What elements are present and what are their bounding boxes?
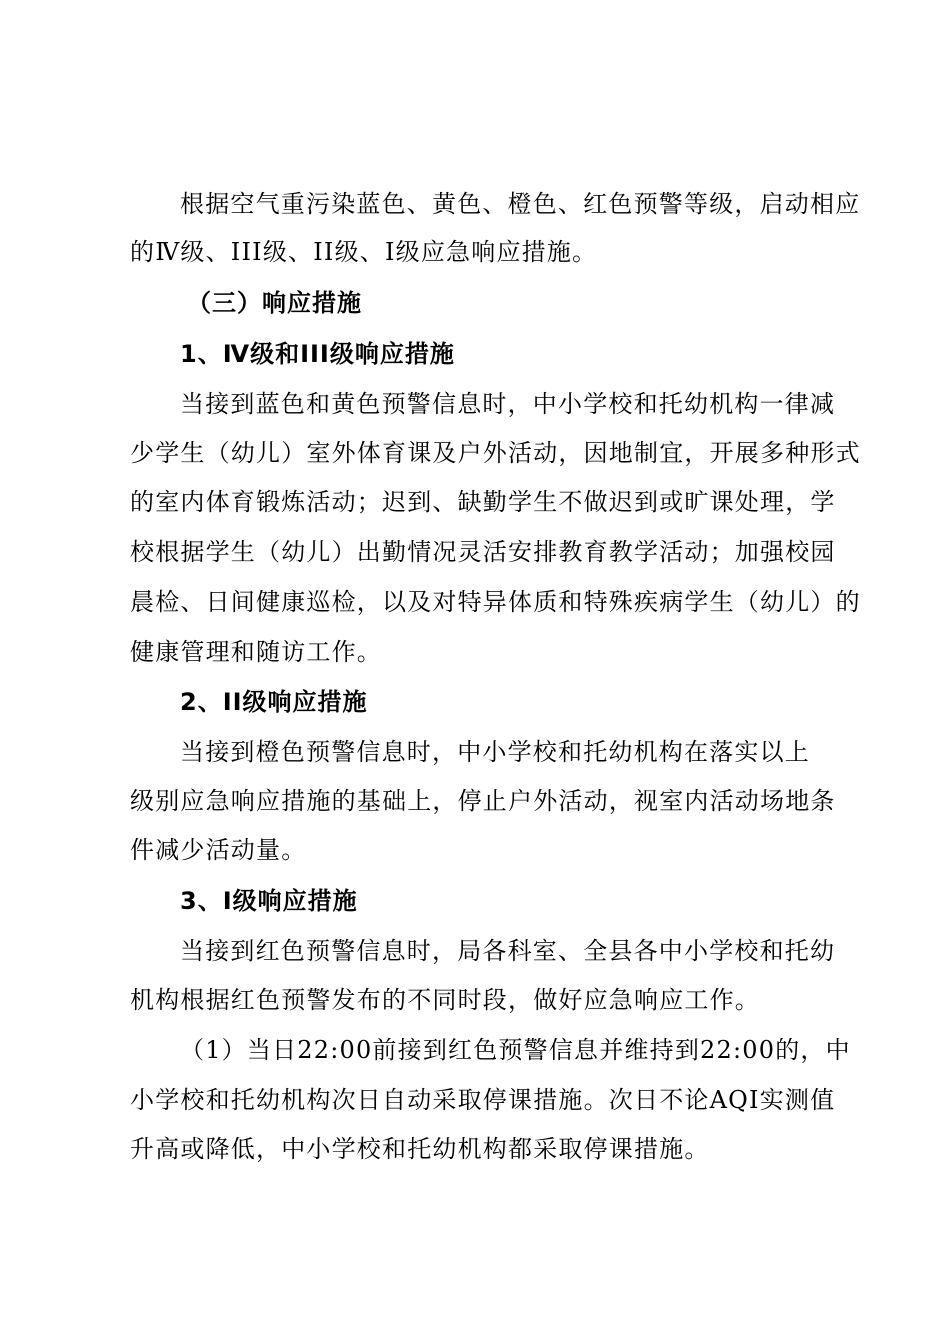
paragraph-line: 当接到蓝色和黄色预警信息时，中小学校和托幼机构一律减	[180, 390, 836, 418]
paragraph-line: 当接到红色预警信息时，局各科室、全县各中小学校和托幼	[180, 937, 836, 965]
paragraph-line: 升高或降低，中小学校和托幼机构都采取停课措施。	[130, 1135, 710, 1163]
paragraph-line: 的室内体育锻炼活动；迟到、缺勤学生不做迟到或旷课处理，学	[130, 488, 836, 516]
section-heading: （三）响应措施	[187, 289, 362, 317]
subsection-heading: 1、Ⅳ级和III级响应措施	[180, 340, 455, 368]
paragraph-line: 当接到橙色预警信息时，中小学校和托幼机构在落实以上	[180, 738, 810, 766]
paragraph-line: 件减少活动量。	[130, 836, 307, 864]
paragraph-line: 小学校和托幼机构次日自动采取停课措施。次日不论AQI实测值	[130, 1086, 836, 1114]
paragraph-line: 少学生（幼儿）室外体育课及户外活动，因地制宜，开展多种形式	[130, 439, 861, 467]
paragraph-line: 晨检、日间健康巡检，以及对特异体质和特殊疾病学生（幼儿）的	[130, 588, 861, 616]
subsection-heading: 3、I级响应措施	[180, 887, 358, 915]
paragraph-line: （1）当日22:00前接到红色预警信息并维持到22:00的，中	[180, 1036, 851, 1064]
paragraph-line: 根据空气重污染蓝色、黄色、橙色、红色预警等级，启动相应	[180, 190, 861, 218]
paragraph-line: 校根据学生（幼儿）出勤情况灵活安排教育教学活动；加强校园	[130, 538, 836, 566]
subsection-heading: 2、II级响应措施	[180, 688, 368, 716]
paragraph-line: 级别应急响应措施的基础上，停止户外活动，视室内活动场地条	[130, 787, 836, 815]
paragraph-line: 健康管理和随访工作。	[130, 638, 382, 666]
paragraph-line: 机构根据红色预警发布的不同时段，做好应急响应工作。	[130, 986, 760, 1014]
paragraph-line: 的Ⅳ级、III级、II级、I级应急响应措施。	[130, 238, 598, 266]
